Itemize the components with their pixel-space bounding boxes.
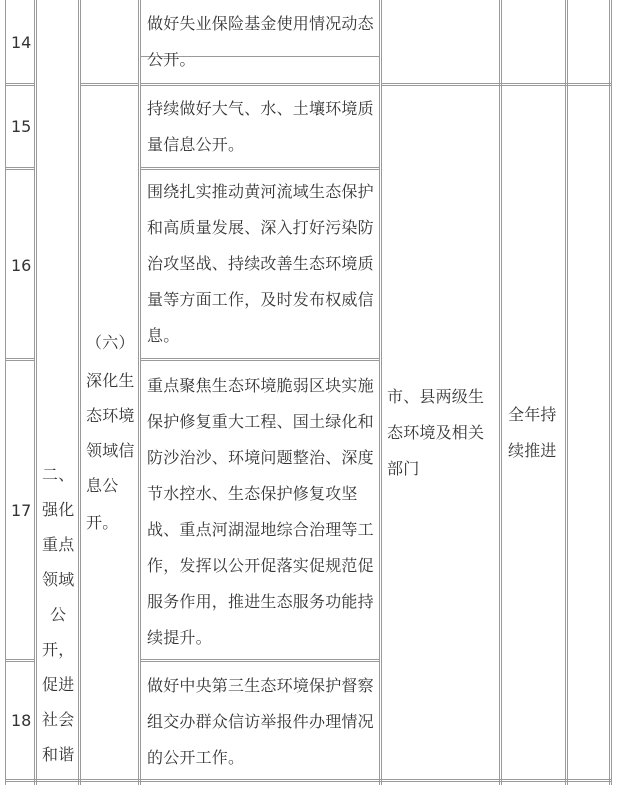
table-border <box>5 781 612 782</box>
table-border <box>567 0 568 785</box>
task-content-line: 节水控水、生态保护修复攻坚 <box>147 484 358 503</box>
responsible-line: 市、县两级生 <box>387 387 485 406</box>
timeline-line: 全年持 <box>508 405 557 424</box>
table-border <box>565 0 566 785</box>
table-border <box>5 83 35 84</box>
table-border <box>36 0 37 785</box>
row-number: 15 <box>11 117 32 136</box>
table-border <box>381 85 611 86</box>
category-line: 领域 <box>42 570 75 589</box>
table-border <box>80 85 139 86</box>
table-border <box>80 0 81 785</box>
table-border <box>5 659 35 660</box>
table-border <box>5 358 35 359</box>
table-border <box>381 0 382 785</box>
table-border <box>140 169 380 170</box>
task-content-line: 服务作用，推进生态服务功能持 <box>147 592 374 611</box>
table-border <box>5 85 35 86</box>
task-content-line: 持续做好大气、水、土壤环境质 <box>147 99 374 118</box>
row-number: 17 <box>11 501 32 520</box>
subcategory-line: 开。 <box>86 513 119 532</box>
task-content-line: 做好失业保险基金使用情况动态 <box>147 14 374 33</box>
category-line: 社会 <box>42 710 75 729</box>
subcategory-line: 领域信 <box>86 441 135 460</box>
category-line: 公 <box>50 605 67 624</box>
task-content-line: 围绕扎实推动黄河流域生态保护 <box>147 182 374 201</box>
task-content-line: 防沙治沙、环境问题整治、深度 <box>147 448 374 467</box>
task-content-line: 战、重点河湖湿地综合治理等工 <box>147 520 374 539</box>
table-border <box>5 779 612 780</box>
table-border <box>140 0 141 785</box>
task-content-line: 量等方面工作，及时发布权威信 <box>147 290 374 309</box>
responsible-line: 部门 <box>387 459 420 478</box>
table-border <box>78 0 79 785</box>
task-content-line: 量信息公开。 <box>147 135 245 154</box>
category-line: 重点 <box>42 535 75 554</box>
responsible-line: 态环境及相关 <box>387 423 485 442</box>
table-border <box>5 661 35 662</box>
timeline-line: 续推进 <box>508 441 557 460</box>
subcategory-line: 态环境 <box>86 406 135 425</box>
table-border <box>609 0 610 785</box>
table-border <box>140 360 380 361</box>
task-content-line: 和高质量发展、深入打好污染防 <box>147 218 374 237</box>
task-content-line: 公开。 <box>147 50 196 69</box>
category-line: 开， <box>42 640 75 659</box>
task-content-line: 组交办群众信访举报件办理情况 <box>147 712 374 731</box>
table-border <box>140 85 380 86</box>
task-content-line: 的公开工作。 <box>147 748 245 767</box>
table-border <box>501 0 502 785</box>
table-border <box>5 0 6 785</box>
subcategory-line: 深化生 <box>86 371 135 390</box>
category-line: 促进 <box>42 675 75 694</box>
subcategory-line: （六） <box>86 333 135 352</box>
task-content-line: 作，发挥以公开促落实促规范促 <box>147 556 374 575</box>
row-number: 18 <box>11 711 32 730</box>
table-border <box>140 358 380 359</box>
task-content-line: 保护修复重大工程、国土绿化和 <box>147 412 374 431</box>
table-border <box>5 167 35 168</box>
row-number: 16 <box>11 256 32 275</box>
category-line: 二、 <box>42 465 75 484</box>
row-number: 14 <box>11 33 32 52</box>
table-border <box>140 83 380 84</box>
subcategory-line: 息公 <box>86 476 119 495</box>
table-border <box>140 661 380 662</box>
table-border <box>140 659 380 660</box>
table-border <box>5 360 35 361</box>
table-border <box>381 83 611 84</box>
task-content-line: 息。 <box>147 326 180 345</box>
table-border <box>379 0 380 785</box>
task-content-line: 续提升。 <box>147 628 212 647</box>
task-content-line: 重点聚焦生态环境脆弱区块实施 <box>147 376 374 395</box>
table-border <box>34 0 35 785</box>
category-line: 强化 <box>42 500 75 519</box>
table-border <box>499 0 500 785</box>
table-border <box>5 169 35 170</box>
table-border <box>80 83 139 84</box>
table-border <box>611 0 612 785</box>
task-content-line: 做好中央第三生态环境保护督察 <box>147 676 374 695</box>
table-border <box>138 0 139 785</box>
task-content-line: 治攻坚战、持续改善生态环境质 <box>147 254 374 273</box>
category-line: 和谐 <box>42 745 75 764</box>
table-border <box>140 167 380 168</box>
